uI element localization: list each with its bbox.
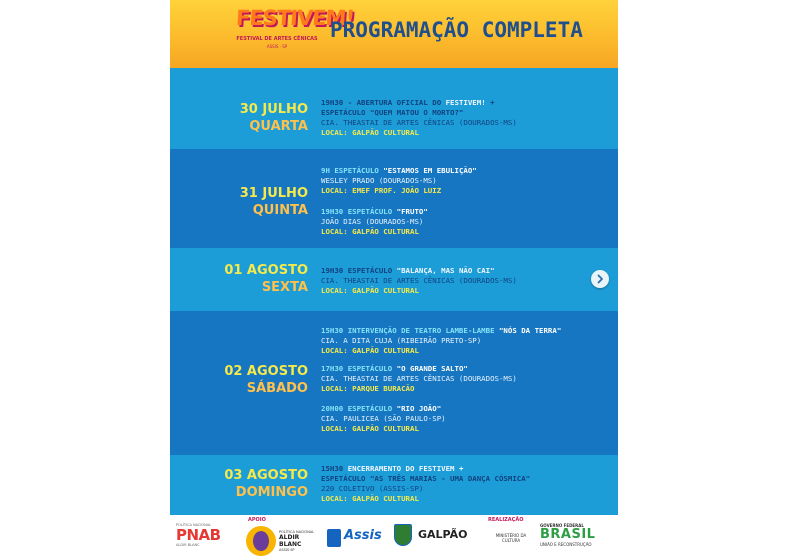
day-date-block — [170, 467, 308, 501]
next-slide-button[interactable] — [591, 270, 609, 288]
day-weekday: SÁBADO — [246, 381, 308, 396]
day-date: 01 AGOSTO — [224, 263, 308, 278]
event-location: LOCAL: GALPÃO CULTURAL — [321, 494, 419, 503]
assis-text: Assis — [344, 528, 382, 543]
day-date-block — [170, 363, 308, 397]
poster-header — [170, 0, 618, 68]
event-company: JOÃO DIAS (DOURADOS-MS) — [321, 217, 424, 226]
event-time-title: 19H30 - ABERTURA OFICIAL DO — [321, 98, 446, 107]
day-band-02-agosto — [170, 311, 618, 455]
day-weekday: SEXTA — [261, 280, 308, 295]
event-company: 220 COLETIVO (ASSIS-SP) — [321, 484, 424, 493]
assis-logo — [327, 527, 389, 551]
event-location: LOCAL: GALPÃO CULTURAL — [321, 424, 419, 433]
event-company: CIA. THEASTAI DE ARTES CÊNICAS (DOURADOS-MS) — [321, 118, 517, 127]
city-crest-icon — [394, 524, 412, 548]
event-title: "O GRANDE SALTO" — [396, 364, 468, 373]
day-band-01-agosto — [170, 248, 618, 311]
event-item — [321, 207, 611, 237]
aldir-blanc-logo — [279, 530, 323, 552]
event-time: 19H30 ESPETÁCULO — [321, 207, 397, 216]
aldir-text: ALDIR BLANC — [279, 534, 302, 548]
day-weekday: DOMINGO — [235, 485, 308, 500]
event-location: LOCAL: EMEF PROF. JOÃO LUIZ — [321, 186, 442, 195]
event-title-line2: ESPETÁCULO "QUEM MATOU O MORTO?" — [321, 108, 464, 117]
aldir-sub-text: ASSIS·SP — [279, 548, 295, 552]
day-date-block — [170, 262, 308, 296]
aldir-small-text: POLÍTICA NACIONAL — [279, 530, 315, 534]
chevron-right-icon — [595, 274, 605, 284]
event-item — [321, 98, 611, 138]
event-item — [321, 404, 611, 434]
event-company: WESLEY PRADO (DOURADOS-MS) — [321, 176, 437, 185]
brasil-text: BRASIL — [540, 527, 596, 542]
logo-text: FESTIVEM! — [235, 6, 355, 30]
event-item — [321, 266, 611, 296]
event-company: CIA. PAULICEA (SÃO PAULO-SP) — [321, 414, 446, 423]
apoio-label: APOIO — [248, 517, 266, 523]
page-title: PROGRAMAÇÃO COMPLETA — [330, 18, 583, 42]
event-location: LOCAL: GALPÃO CULTURAL — [321, 346, 419, 355]
event-highlight: FESTIVEM! — [445, 98, 486, 107]
event-time: 15H30 — [321, 464, 348, 473]
event-company: CIA. THEASTAI DE ARTES CÊNICAS (DOURADOS-MS) — [321, 276, 517, 285]
event-item — [321, 364, 611, 394]
event-title: "RIO JOÃO" — [396, 404, 442, 413]
day-date: 02 AGOSTO — [224, 364, 308, 379]
day-date: 31 JULHO — [239, 186, 308, 201]
day-band-03-agosto — [170, 455, 618, 515]
event-location: LOCAL: GALPÃO CULTURAL — [321, 227, 419, 236]
program-poster — [170, 0, 618, 560]
ministerio-cultura-logo — [488, 533, 534, 543]
day-weekday: QUARTA — [249, 119, 308, 134]
governo-federal-logo — [540, 523, 614, 547]
pnab-text: PNAB — [176, 526, 221, 544]
aldir-blanc-emblem — [246, 526, 276, 556]
event-title-line2: ESPETÁCULO "AS TRÊS MARIAS - UMA DANÇA CÓSMICA" — [321, 474, 531, 483]
gov-small-text: GOVERNO FEDERAL — [540, 523, 584, 528]
galpao-logo — [418, 528, 468, 541]
event-location: LOCAL: PARQUE BURACÃO — [321, 384, 415, 393]
event-location: LOCAL: GALPÃO CULTURAL — [321, 286, 419, 295]
event-item — [321, 464, 611, 504]
event-company: CIA. A DITA CUJA (RIBEIRÃO PRETO-SP) — [321, 336, 482, 345]
day-date-block — [170, 101, 308, 135]
ministerio-text: MINISTÉRIO DA CULTURA — [495, 533, 527, 543]
day-band-31-julho — [170, 149, 618, 248]
logo-location: ASSIS · SP — [266, 44, 288, 49]
galpao-text: GALPÃO — [418, 528, 468, 541]
day-band-30-julho — [170, 68, 618, 149]
pnab-sub-text: ALDIR BLANC — [176, 543, 200, 547]
event-title-end: + — [485, 98, 495, 107]
event-time: 19H30 ESPETÁCULO — [321, 266, 397, 275]
event-time: 20H00 ESPETÁCULO — [321, 404, 397, 413]
pnab-small-text: POLÍTICA NACIONAL — [176, 523, 212, 527]
event-time: 15H30 INTERVENÇÃO DE TEATRO LAMBE-LAMBE — [321, 326, 499, 335]
event-time: 17H30 ESPETÁCULO — [321, 364, 397, 373]
event-title: "BALANÇA, MAS NÃO CAI" — [396, 266, 495, 275]
festivem-logo — [235, 6, 355, 64]
event-title: "ESTAMOS EM EBULIÇÃO" — [383, 166, 477, 175]
event-time: 9H ESPETÁCULO — [321, 166, 384, 175]
day-weekday: QUINTA — [252, 203, 308, 218]
event-title: ENCERRAMENTO DO FESTIVEM + — [347, 464, 464, 473]
sponsor-footer — [170, 515, 618, 560]
event-location: LOCAL: GALPÃO CULTURAL — [321, 128, 419, 137]
gov-sub-text: UNIÃO E RECONSTRUÇÃO — [540, 542, 592, 547]
event-title: "FRUTO" — [396, 207, 428, 216]
event-item — [321, 326, 611, 356]
pnab-logo — [176, 523, 238, 557]
event-company: CIA. THEASTAI DE ARTES CÊNICAS (DOURADOS-MS) — [321, 374, 517, 383]
day-date: 30 JULHO — [239, 102, 308, 117]
day-date-block — [170, 185, 308, 219]
day-date: 03 AGOSTO — [224, 468, 308, 483]
realizacao-label: REALIZAÇÃO — [488, 517, 524, 523]
logo-subtitle: FESTIVAL DE ARTES CÊNICAS — [236, 36, 318, 42]
event-title: "NÓS DA TERRA" — [498, 326, 562, 335]
event-item — [321, 166, 611, 196]
